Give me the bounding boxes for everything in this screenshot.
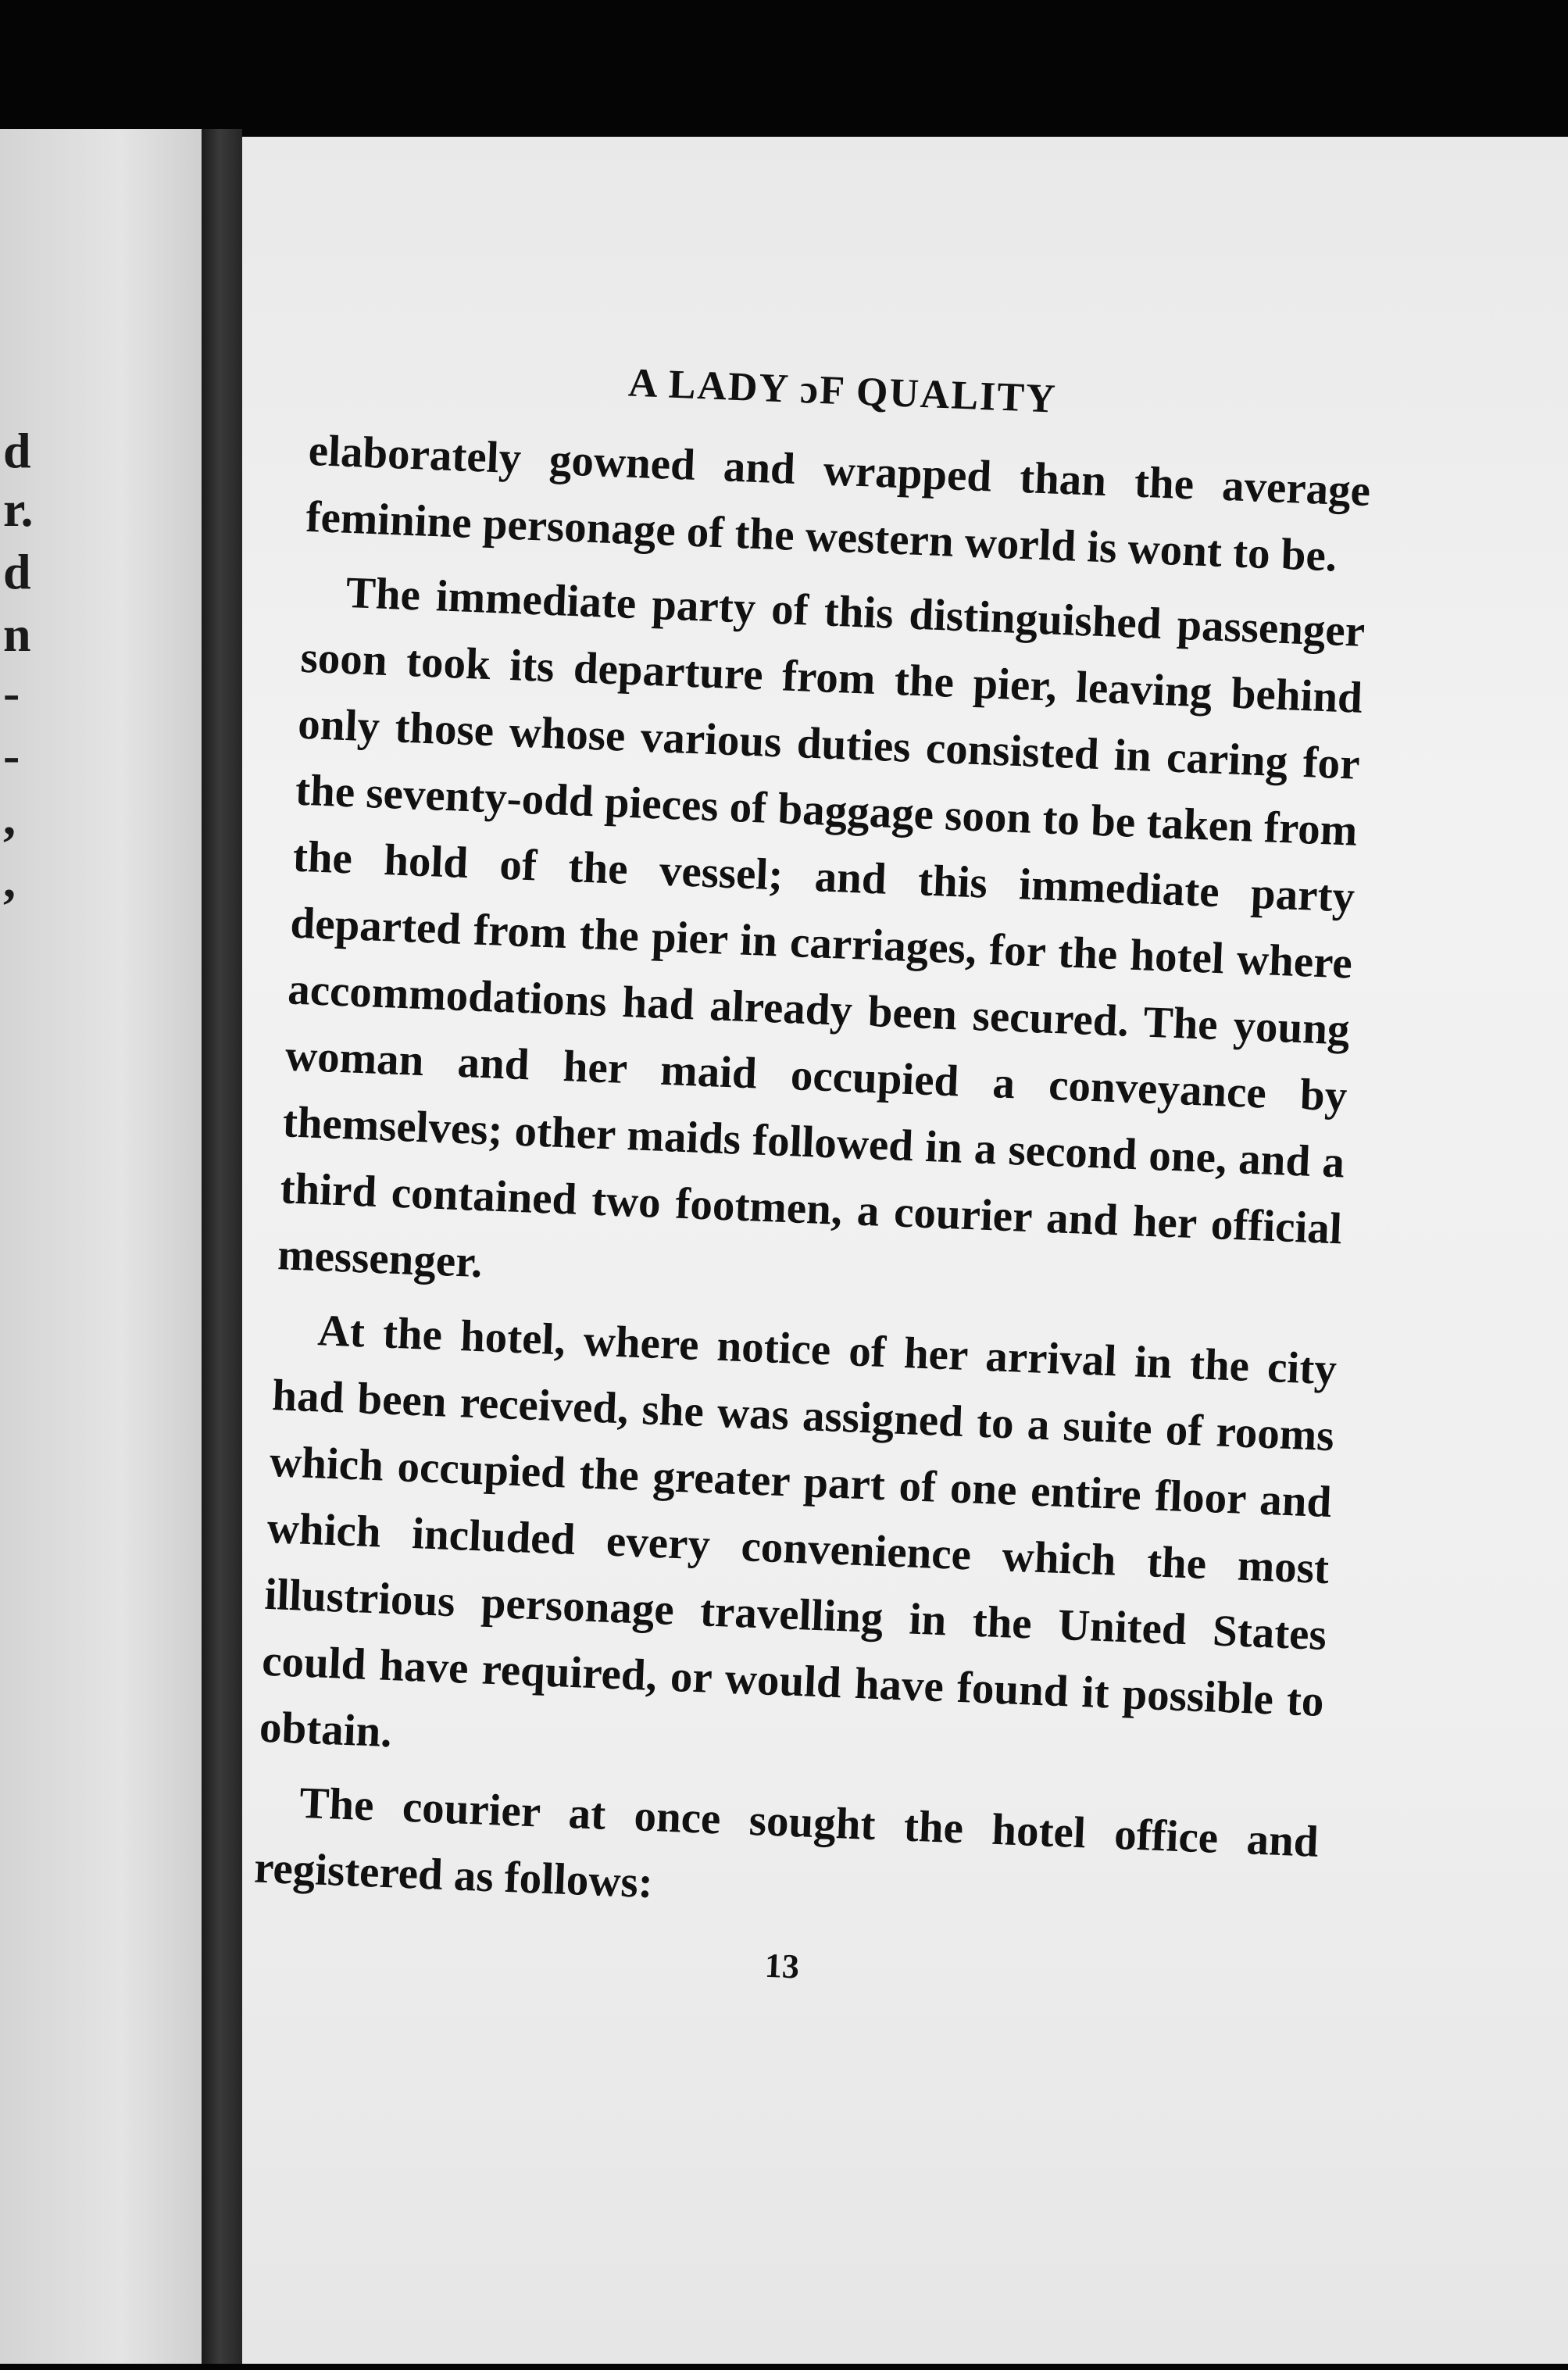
- left-page-edge: [0, 129, 202, 2364]
- paragraph: The courier at once sought the hotel office and registered as follows:: [253, 1778, 1320, 1908]
- page-text-block: [250, 348, 1374, 2007]
- left-page-fragment: ,: [3, 853, 16, 908]
- paragraph: elaborately gowned and wrapped than the average feminine personage of the western world is wont to be.: [305, 425, 1372, 581]
- left-page-fragment: d: [3, 544, 31, 599]
- book-page: [242, 137, 1568, 2364]
- left-page-fragment: ,: [3, 790, 16, 845]
- left-page-fragment: -: [3, 665, 20, 720]
- running-head: A LADY ɔF QUALITY: [627, 360, 1058, 422]
- left-page-fragment: d: [3, 423, 31, 478]
- paragraph: The immediate party of this distinguished passenger soon took its departure from the pier, leaving behind only those whose various duties consisted in caring for the seventy-odd pieces of baggage soon to be taken from the hold of the vessel; and this immediate party departed from the pier in carriages, for the hotel where accommodations had already been secured. The young woman and her maid occupied a conveyance by themselves; other maids followed in a second one, and a third contained two footmen, a courier and her official messenger.: [277, 567, 1366, 1288]
- left-page-fragment: -: [3, 727, 20, 783]
- paragraph: At the hotel, where notice of her arrival in the city had been received, she was assigned to a suite of rooms which occupied the greater part of one entire floor and which included every convenience which the most illustrious personage travelling in the United States could have required, or would have found it possible to obtain.: [258, 1306, 1338, 1757]
- left-page-fragment: r.: [3, 481, 34, 537]
- page-number: 13: [764, 1946, 800, 1986]
- book-gutter: [202, 129, 242, 2364]
- left-page-fragment: n: [3, 606, 31, 662]
